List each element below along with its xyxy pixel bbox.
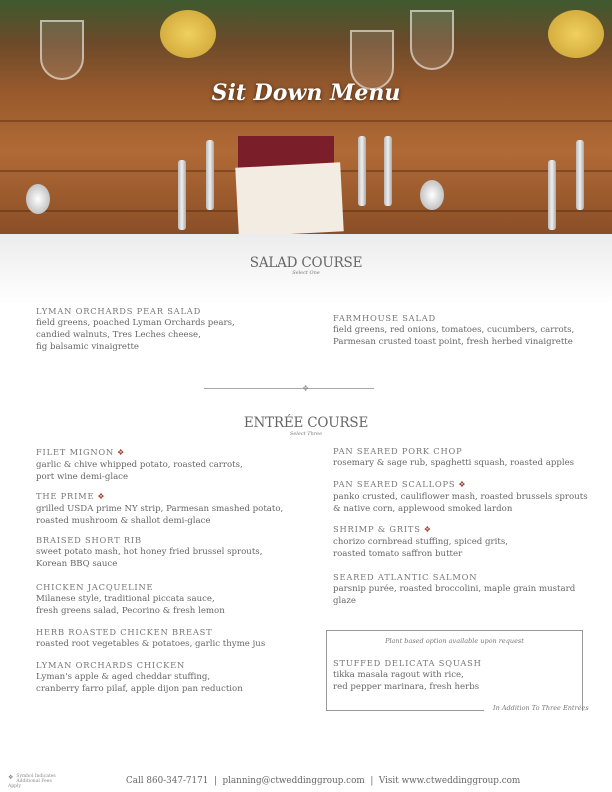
plant-note: Plant based option available upon request [385,637,524,645]
item-description: Korean BBQ sauce [36,559,118,569]
item-description: Milanese style, traditional piccata sauce, [36,594,215,604]
item-name: LYMAN ORCHARDS CHICKEN [36,660,186,670]
fee-diamond-icon: ❖ [423,525,432,534]
item-description: field greens, red onions, tomatoes, cucumbers, carrots, [333,325,575,335]
item-description: cranberry farro pilaf, apple dijon pan reduction [36,684,243,694]
salad-heading: SALAD COURSE [249,255,363,271]
menu-item [36,626,265,650]
menu-title: Sit Down Menu [211,80,401,106]
item-name: CHICKEN JACQUELINE [36,582,154,592]
fee-diamond-icon: ❖ [117,448,126,457]
salad-note: Select One [292,270,320,276]
fee-legend: ❖ Symbol Indicates Additional Fees Apply [8,774,56,789]
item-name: SHRIMP & GRITS ❖ [333,524,432,534]
menu-item [333,478,588,515]
item-description: roasted root vegetables & potatoes, garlic thyme jus [36,639,266,649]
item-description: fresh greens salad, Pecorino & fresh lemon [36,606,225,616]
entree-heading: ENTRÉE COURSE [243,415,369,431]
contact-info: Call 860-347-7171 | planning@ctweddinggroup.com | Visit www.ctweddinggroup.com [126,776,521,786]
item-description: roasted tomato saffron butter [333,549,463,559]
item-name: PAN SEARED SCALLOPS ❖ [333,479,467,489]
item-description: parsnip purée, roasted broccolini, maple grain mustard [333,584,576,594]
addition-note: In Addition To Three Entrées [493,704,589,712]
menu-item [36,534,262,570]
item-description: grilled USDA prime NY strip, Parmesan smashed potato, [36,504,284,514]
item-description: roasted mushroom & shallot demi-glace [36,516,211,526]
item-name: BRAISED SHORT RIB [36,535,142,545]
fee-diamond-icon: ❖ [97,492,106,501]
item-description: panko crusted, cauliflower mash, roasted brussels sprouts [333,492,588,502]
item-description: chorizo cornbread stuffing, spiced grits, [333,537,508,547]
menu-item [36,490,283,527]
entree-note: Select Three [289,431,323,437]
item-description: Lyman's apple & aged cheddar stuffing, [36,672,211,682]
item-name: PAN SEARED PORK CHOP [333,446,463,456]
item-description: garlic & chive whipped potato, roasted carrots, [36,460,243,470]
menu-item: STUFFED DELICATA SQUASH tikka masala ragout with rice, red pepper marinara, fresh herbs [333,658,482,692]
menu-item [36,659,243,695]
menu-item [36,305,235,353]
item-name: SEARED ATLANTIC SALMON [333,572,478,582]
item-description: rosemary & sage rub, spaghetti squash, roasted apples [333,458,575,468]
menu-item [36,581,225,617]
item-description: fig balsamic vinaigrette [36,342,140,352]
menu-item [333,571,575,607]
item-description: & native corn, applewood smoked lardon [333,504,513,514]
header-photo [0,0,612,234]
item-name: THE PRIME ❖ [36,491,106,501]
item-name: HERB ROASTED CHICKEN BREAST [36,627,213,637]
fee-diamond-icon: ❖ [8,774,14,781]
divider [312,388,374,389]
item-name: LYMAN ORCHARDS PEAR SALAD [36,306,202,316]
item-description: field greens, poached Lyman Orchards pears, [36,318,235,328]
item-description: Parmesan crusted toast point, fresh herbed vinaigrette [333,337,573,347]
item-name: FILET MIGNON ❖ [36,447,126,457]
menu-item [333,312,574,348]
menu-item [36,446,243,483]
menu-item [333,445,574,469]
item-name: FARMHOUSE SALAD [333,313,437,323]
menu-item [333,523,508,560]
item-description: candied walnuts, Tres Leches cheese, [36,330,201,340]
item-description: sweet potato mash, hot honey fried brussel sprouts, [36,547,263,557]
item-description: port wine demi-glace [36,472,129,482]
fee-diamond-icon: ❖ [458,480,467,489]
item-description: glaze [333,596,356,606]
divider-diamond-icon: ❖ [302,384,310,393]
